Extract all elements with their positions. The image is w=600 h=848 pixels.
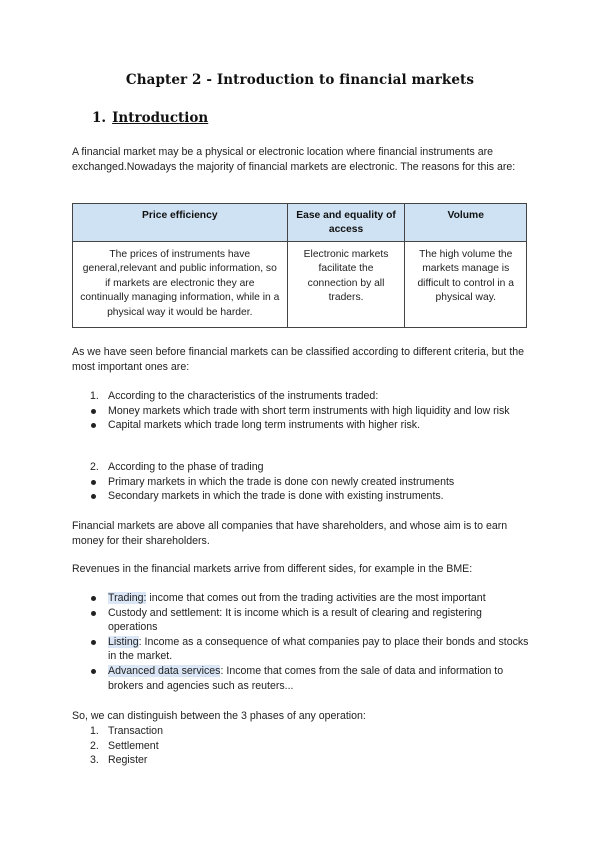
revenue-text: It is income which is a result of clearing and registering operations — [108, 606, 482, 634]
revenue-text: : Income as a consequence of what companies pay to place their bonds and stocks in the market. — [108, 635, 529, 663]
bullet-icon — [91, 669, 96, 674]
list-item — [72, 418, 532, 433]
bullet-text: Primary markets in which the trade is done con newly created instruments — [108, 475, 455, 488]
bullet-icon — [91, 423, 96, 428]
phases-list — [72, 724, 532, 768]
list-item — [72, 591, 532, 606]
list-item — [72, 460, 532, 475]
revenue-term-advanced-data: Advanced data services — [108, 664, 221, 677]
list-item — [72, 753, 532, 768]
table-header-volume: Volume — [405, 204, 527, 242]
revenue-text: : Income that comes from the sale of data and information to brokers and agencies such as reuters... — [108, 664, 504, 692]
criteria-list-2 — [72, 460, 532, 504]
criteria-list-1 — [72, 389, 532, 433]
classification-paragraph: As we have seen before financial markets can be classified according to different criteria, but the most important ones are: — [72, 346, 525, 373]
table-cell-volume: The high volume the markets manage is difficult to control in a physical way. — [405, 242, 527, 328]
list-item — [72, 724, 532, 739]
phase-label: Transaction — [108, 725, 163, 737]
table-row — [73, 242, 527, 328]
bullet-icon — [91, 480, 96, 485]
table-header-price-efficiency: Price efficiency — [73, 204, 288, 242]
list-item — [72, 475, 532, 490]
bullet-icon — [91, 596, 96, 601]
bullet-icon — [91, 409, 96, 414]
list-item — [72, 389, 532, 404]
phase-label: Settlement — [108, 739, 159, 752]
bullet-text: Capital markets which trade long term instruments with higher risk. — [108, 419, 421, 432]
revenue-term-listing: Listing — [108, 635, 139, 648]
bullet-icon — [91, 611, 96, 616]
bullet-icon — [91, 494, 96, 499]
bullet-text: Secondary markets in which the trade is done with existing instruments. — [108, 490, 444, 503]
shareholders-paragraph: Financial markets are above all companies that have shareholders, and whose aim is to earn money for their shareholders. — [72, 520, 508, 547]
list-item — [72, 404, 532, 419]
table-header-row — [73, 204, 527, 242]
criteria-label: According to the phase of trading — [108, 461, 264, 473]
intro-paragraph: A financial market may be a physical or electronic location where financial instruments are exchanged.Nowadays the majority of financial markets are electronic. The reasons for this are: — [72, 146, 516, 173]
table-cell-ease-of-access: Electronic markets facilitate the connection by all traders. — [287, 242, 405, 328]
list-number: 3. — [90, 754, 99, 767]
bullet-text: Money markets which trade with short term instruments with high liquidity and low risk — [108, 404, 510, 417]
list-item — [72, 739, 532, 754]
section-number: 1. — [92, 110, 107, 126]
chapter-title: Chapter 2 - Introduction to financial markets — [125, 72, 475, 88]
list-number: 1. — [90, 725, 99, 737]
list-number: 2. — [90, 739, 99, 752]
list-item — [72, 664, 532, 693]
section-heading — [92, 111, 208, 126]
table-header-ease-of-access: Ease and equality of access — [287, 204, 405, 242]
reasons-table — [72, 203, 527, 328]
revenue-term-custody: Custody and settlement: — [108, 606, 223, 619]
section-title: Introduction — [112, 110, 209, 126]
revenue-text: income that comes out from the trading activities are the most important — [146, 592, 486, 604]
phase-label: Register — [108, 754, 148, 767]
revenue-term-trading: Trading: — [108, 592, 147, 604]
list-item — [72, 635, 532, 664]
criteria-label: According to the characteristics of the instruments traded: — [108, 390, 379, 402]
phases-paragraph: So, we can distinguish between the 3 phases of any operation: — [72, 710, 366, 722]
list-number: 2. — [90, 461, 99, 473]
bullet-icon — [91, 640, 96, 645]
list-item — [72, 606, 532, 635]
revenues-list — [72, 591, 532, 693]
list-item — [72, 489, 532, 504]
table-cell-price-efficiency: The prices of instruments have general,relevant and public information, so if markets are electronic they are continually managing information, while in a physical way it would be harder. — [73, 242, 288, 328]
list-number: 1. — [90, 390, 99, 402]
revenues-paragraph: Revenues in the financial markets arrive from different sides, for example in the BME: — [72, 563, 473, 575]
